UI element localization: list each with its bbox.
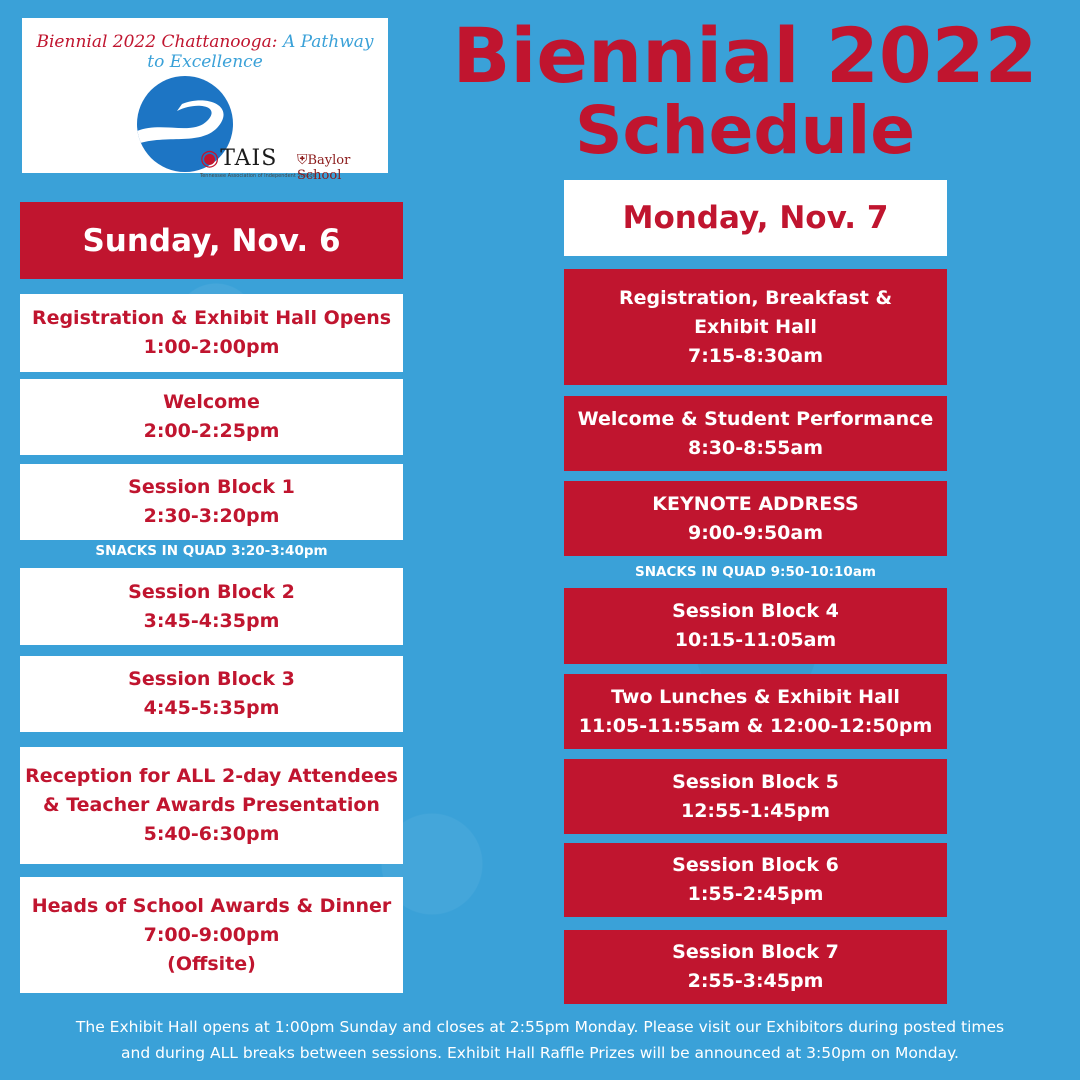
footer-line-2: and during ALL breaks between sessions. Exhibit Hall Raffle Prizes will be announced at 3:50pm on Monday. <box>121 1044 959 1062</box>
event-line: Registration, Breakfast & <box>618 286 893 309</box>
sunday-heading: Sunday, Nov. 6 <box>20 202 403 279</box>
monday-snack-note: SNACKS IN QUAD 9:50-10:10am <box>635 564 876 580</box>
footer-note <box>0 1014 1080 1066</box>
sunday-event-card <box>20 294 403 372</box>
footer-line-1: The Exhibit Hall opens at 1:00pm Sunday and closes at 2:55pm Monday. Please visit our Exhibitors during posted times <box>75 1018 1005 1036</box>
event-line: 1:00-2:00pm <box>143 336 280 358</box>
event-line: Session Block 4 <box>672 600 839 622</box>
event-line: 2:55-3:45pm <box>687 970 824 992</box>
tais-subtitle: Tennessee Association of Independent Schools <box>200 173 317 179</box>
monday-event-card <box>564 481 947 556</box>
event-line: 7:00-9:00pm <box>143 923 280 946</box>
event-line: Exhibit Hall <box>694 315 817 338</box>
conference-logo <box>22 18 388 183</box>
sunday-event-card <box>20 464 403 540</box>
sunday-event-card <box>20 379 403 455</box>
event-line: Session Block 1 <box>128 476 295 498</box>
event-line: Session Block 2 <box>128 580 295 603</box>
event-line: 9:00-9:50am <box>687 521 824 544</box>
page-subtitle: Schedule <box>574 92 916 169</box>
event-line: Session Block 5 <box>672 770 839 793</box>
event-line: & Teacher Awards Presentation <box>43 794 380 816</box>
monday-event-card <box>564 930 947 1004</box>
monday-event-card <box>564 843 947 917</box>
monday-event-card <box>564 759 947 834</box>
event-line: 10:15-11:05am <box>674 629 837 651</box>
event-line: Welcome <box>163 391 260 413</box>
sunday-event-card <box>20 747 403 864</box>
event-line: Session Block 3 <box>128 668 295 690</box>
event-line: Session Block 7 <box>672 941 839 963</box>
sunday-event-card <box>20 568 403 645</box>
event-line: Session Block 6 <box>672 854 839 876</box>
event-line: Heads of School Awards & Dinner <box>31 894 392 917</box>
monday-event-card <box>564 269 947 385</box>
tais-wordmark: ◉TAIS <box>200 146 278 171</box>
event-line: 12:55-1:45pm <box>680 799 831 822</box>
event-line: 8:30-8:55am <box>687 436 824 459</box>
monday-event-card <box>564 588 947 664</box>
baylor-wordmark: ⛨Baylor School <box>297 152 351 183</box>
event-line: 2:30-3:20pm <box>143 505 280 527</box>
event-line: KEYNOTE ADDRESS <box>652 492 859 515</box>
sunday-snack-note: SNACKS IN QUAD 3:20-3:40pm <box>95 543 328 559</box>
event-line: 1:55-2:45pm <box>687 883 824 905</box>
event-line: Welcome & Student Performance <box>577 407 934 430</box>
monday-event-card <box>564 674 947 749</box>
sunday-event-card <box>20 877 403 993</box>
monday-heading: Monday, Nov. 7 <box>564 180 947 256</box>
event-line: 5:40-6:30pm <box>143 823 280 845</box>
event-line: 2:00-2:25pm <box>143 420 280 442</box>
page-title: Biennial 2022 <box>452 11 1038 100</box>
event-line: 3:45-4:35pm <box>143 609 280 632</box>
event-line: 11:05-11:55am & 12:00-12:50pm <box>578 714 933 737</box>
event-line: 7:15-8:30am <box>687 344 824 367</box>
logo-tagline: Biennial 2022 Chattanooga: A Pathway to Excellence <box>36 32 374 72</box>
event-line: Two Lunches & Exhibit Hall <box>611 685 900 708</box>
event-line: (Offsite) <box>167 952 256 975</box>
sunday-event-card <box>20 656 403 732</box>
event-line: Reception for ALL 2-day Attendees <box>25 765 398 787</box>
event-line: Registration & Exhibit Hall Opens <box>31 307 392 329</box>
monday-event-card <box>564 396 947 471</box>
event-line: 4:45-5:35pm <box>143 697 280 719</box>
